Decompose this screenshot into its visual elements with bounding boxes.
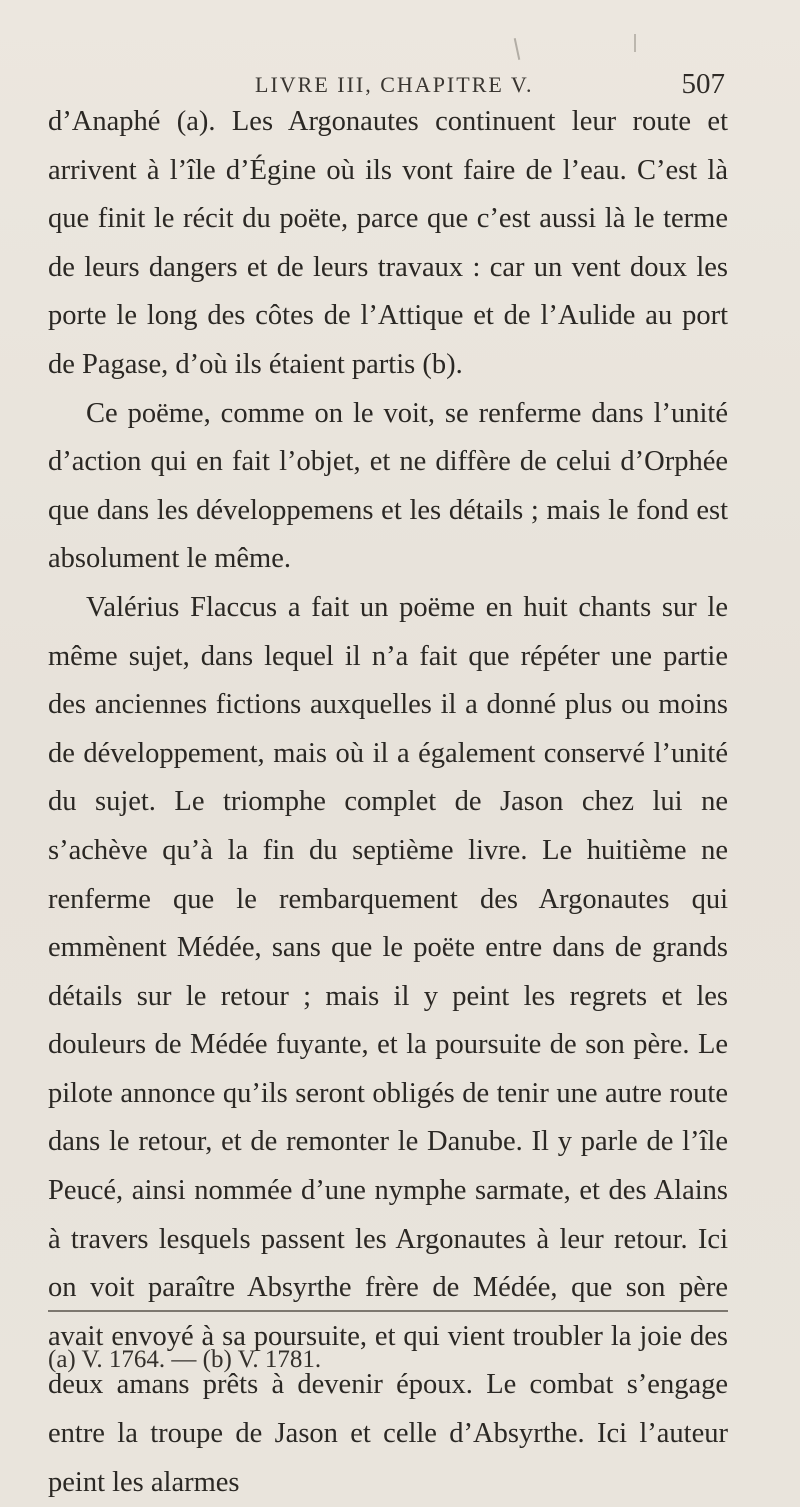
- running-head: LIVRE III, CHAPITRE V.: [255, 72, 534, 97]
- paragraph: Valérius Flaccus a fait un poëme en huit chants sur le même sujet, dans lequel il n’a fait que répéter une partie des anciennes fictions auxquelles il a donné plus ou moins de développement, mais où il a également conservé l’unité du sujet. Le triomphe complet de Jason chez lui ne s’achève qu’à la fin du septième livre. Le huitième ne renferme que le rembarquement des Argonautes qui emmènent Médée, sans que le poëte entre dans de grands détails sur le retour ; mais il y peint les regrets et les douleurs de Médée fuyante, et la poursuite de son père. Le pilote annonce qu’ils seront obligés de tenir une autre route dans le retour, et de remonter le Danube. Il y parle de l’île Peucé, ainsi nommée d’une nymphe sarmate, et des Alains à travers lesquels passent les Argonautes à leur retour. Ici on voit paraître Absyrthe frère de Médée, que son père avait envoyé à sa poursuite, et qui vient troubler la joie des deux amans prêts à devenir époux. Le combat s’engage entre la troupe de Jason et celle d’Absyrthe. Ici l’auteur peint les alarmes: [48, 591, 728, 1498]
- footnote-rule: [48, 1310, 728, 1312]
- main-text: [48, 98, 728, 1507]
- page-number: 507: [681, 68, 725, 100]
- ink-smudge: [514, 38, 521, 60]
- paragraph: d’Anaphé (a). Les Argonautes continuent leur route et arrivent à l’île d’Égine où ils vont faire de l’eau. C’est là que finit le récit du poëte, parce que c’est aussi là le terme de leurs dangers et de leurs travaux : car un vent doux les porte le long des côtes de l’Attique et de l’Aulide au port de Pagase, d’où ils étaient partis (b).: [48, 106, 728, 380]
- ink-smudge: [634, 34, 636, 52]
- footnote: (a) V. 1764. — (b) V. 1781.: [48, 1346, 322, 1373]
- page-header: [255, 62, 725, 102]
- paragraph: Ce poëme, comme on le voit, se renferme dans l’unité d’action qui en fait l’objet, et ne diffère de celui d’Orphée que dans les développemens et les détails ; mais le fond est absolument le même.: [48, 397, 728, 575]
